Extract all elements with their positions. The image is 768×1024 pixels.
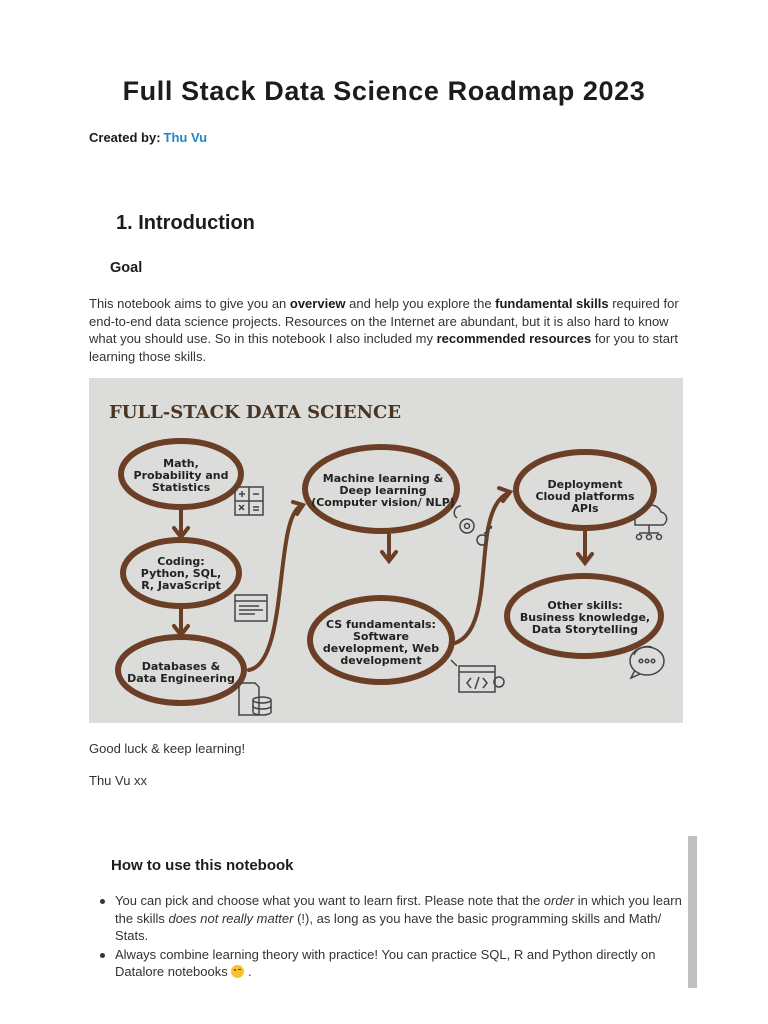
wink-emoji-icon xyxy=(231,965,244,978)
math-label-3: Statistics xyxy=(151,481,211,494)
intro-text: This notebook aims to give you an xyxy=(89,296,290,311)
bullet-text: (!), as long as you have the basic programming skills and Math/ Stats. xyxy=(115,910,662,943)
bullet-italic: does not really matter xyxy=(168,910,294,926)
bullet-text: You can pick and choose what you want to learn first. Please note that the xyxy=(115,893,544,908)
signature: Thu Vu xx xyxy=(89,773,148,788)
ml-label-3: (Computer vision/ NLP) xyxy=(311,496,455,509)
intro-text: required for end-to-end data science projects. Resources on the Internet are abundant, but it is also hard to know what you should use. So in this notebook I also included my xyxy=(89,296,679,346)
cs-label-4: development xyxy=(340,654,422,667)
how-to-heading: How to use this notebook xyxy=(111,857,294,874)
ml-label-2: Deep learning xyxy=(339,484,427,497)
brain-gears-icon xyxy=(454,506,492,545)
section-heading: 1. Introduction xyxy=(116,212,255,234)
code-editor-icon xyxy=(235,595,267,621)
intro-text: for you to start learning those skills. xyxy=(89,331,678,364)
infographic-heading: FULL-STACK DATA SCIENCE xyxy=(109,402,402,423)
intro-text: and help you explore the xyxy=(345,296,496,311)
page-title: Full Stack Data Science Roadmap 2023 xyxy=(122,76,646,106)
goal-heading: Goal xyxy=(110,260,143,276)
bullet-text: Always combine learning theory with practice! You can practice SQL, R and Python directly on Datalore notebooks xyxy=(115,946,656,979)
calculator-icon xyxy=(235,487,263,515)
database-icon xyxy=(239,683,271,715)
chat-bubbles-icon xyxy=(630,646,664,678)
roadmap-infographic xyxy=(89,378,683,723)
cs-label-1: CS fundamentals: xyxy=(326,618,436,631)
code-settings-icon xyxy=(451,660,504,692)
other-label-3: Data Storytelling xyxy=(531,623,639,636)
bullet-icon xyxy=(100,953,105,958)
databases-label-1: Databases & xyxy=(141,660,221,673)
deployment-label-1: Deployment xyxy=(547,478,623,491)
bullet-italic: order xyxy=(543,893,575,908)
other-label-1: Other skills: xyxy=(547,599,623,612)
how-to-list xyxy=(89,892,689,982)
bullet-text: in which you learn the skills xyxy=(115,893,682,926)
list-item xyxy=(89,892,689,945)
coding-label-2: Python, SQL, xyxy=(140,567,222,580)
intro-paragraph xyxy=(89,295,681,365)
coding-label-3: R, JavaScript xyxy=(141,579,221,592)
other-label-2: Business knowledge, xyxy=(519,611,651,624)
cs-label-3: development, Web xyxy=(322,642,440,655)
cs-label-2: Software xyxy=(353,630,409,643)
math-label-2: Probability and xyxy=(133,469,229,482)
bullet-text: . xyxy=(244,964,252,979)
author-link[interactable]: Thu Vu xyxy=(163,130,208,145)
closing-text: Good luck & keep learning! xyxy=(89,741,246,756)
cloud-network-icon xyxy=(635,505,667,539)
databases-label-2: Data Engineering xyxy=(127,672,235,685)
coding-label-1: Coding: xyxy=(157,555,205,568)
created-by xyxy=(89,130,207,145)
scrollbar[interactable] xyxy=(688,836,697,988)
created-by-label: Created by: xyxy=(89,130,161,145)
math-label-1: Math, xyxy=(163,457,199,470)
intro-bold: recommended resources xyxy=(436,331,592,346)
intro-bold: fundamental skills xyxy=(495,296,609,311)
roadmap-diagram xyxy=(89,378,683,723)
deployment-label-3: APIs xyxy=(571,502,599,515)
intro-bold: overview xyxy=(289,296,346,311)
ml-label-1: Machine learning & xyxy=(322,472,444,485)
list-item xyxy=(89,946,689,981)
bullet-icon xyxy=(100,899,105,904)
deployment-label-2: Cloud platforms xyxy=(535,490,635,503)
